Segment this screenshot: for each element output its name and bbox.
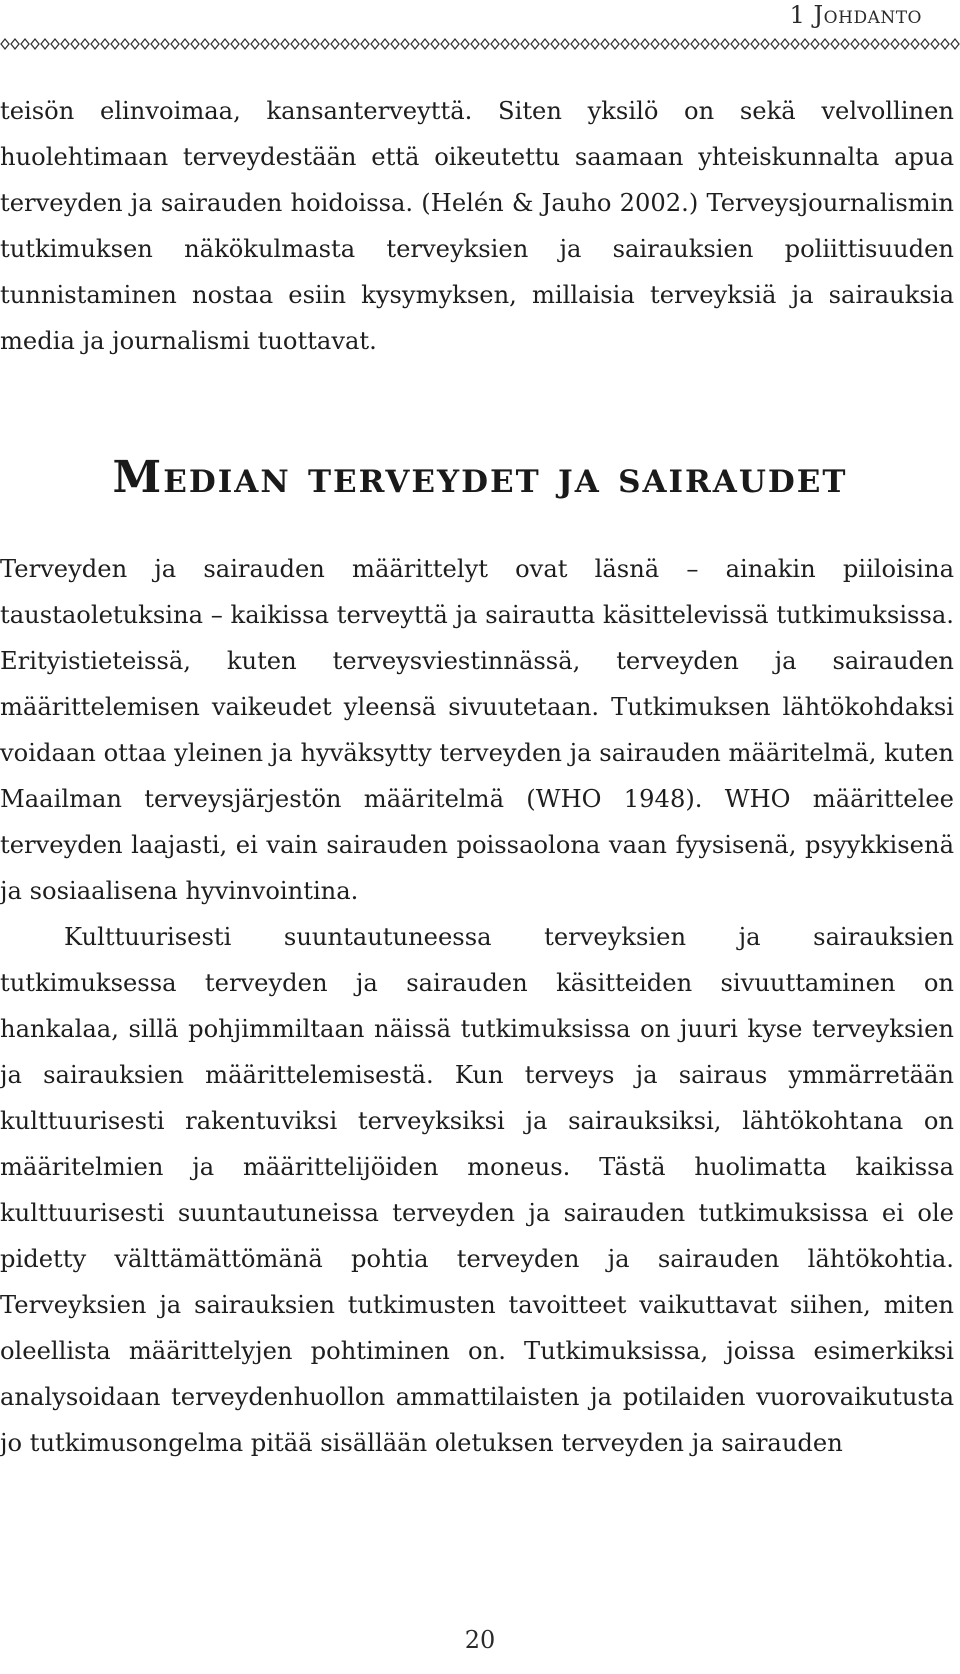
header-ornament-rule <box>0 30 960 58</box>
intro-paragraph <box>0 88 954 364</box>
section-paragraph-1: Terveyden ja sairauden määrittelyt ovat läsnä – ainakin piiloisina taustaoletuksina – kaikissa terveyttä ja sairautta käsittelevissä tutkimuksissa. Erityistieteissä, kuten terveysviestinnässä, terveyden ja sairauden määrittelemisen vaikeudet yleensä sivuutetaan. Tutkimuksen lähtökohdaksi voidaan ottaa yleinen ja hyväksytty terveyden ja sairauden määritelmä, kuten Maailman terveysjärjestön määritelmä (WHO 1948). WHO määrittelee terveyden laajasti, ei vain sairauden poissaolona vaan fyysisenä, psyykkisenä ja sosiaalisena hyvinvointina. <box>0 555 954 905</box>
intro-paragraph-text: teisön elinvoimaa, kansanterveyttä. Siten yksilö on sekä velvollinen huolehtimaan terveydestään että oikeutettu saamaan yhteiskunnalta apua terveyden ja sairauden hoidoissa. (Helén & Jauho 2002.) Terveysjournalismin tutkimuksen näkökulmasta terveyksien ja sairauksien poliittisuuden tunnistaminen nostaa esiin kysymyksen, millaisia terveyksiä ja sairauksia media ja journalismi tuottavat. <box>0 97 954 355</box>
section-paragraph-2: Kulttuurisesti suuntautuneessa terveyksien ja sairauksien tutkimuksessa terveyden ja sairauden käsitteiden sivuuttaminen on hankalaa, sillä pohjimmiltaan näissä tutkimuksissa on juuri kyse terveyksien ja sairauksien määrittelemisestä. Kun terveys ja sairaus ymmärretään kulttuurisesti rakentuviksi terveyksiksi ja sairauksiksi, lähtökohtana on määritelmien ja määrittelijöiden moneus. Tästä huolimatta kaikissa kulttuurisesti suuntautuneissa terveyden ja sairauden tutkimuksissa ei ole pidetty välttämättömänä pohtia terveyden ja sairauden lähtökohtia. Terveyksien ja sairauksien tutkimusten tavoitteet vaikuttavat siihen, miten oleellista määrittelyjen pohtiminen on. Tutkimuksissa, joissa esimerkiksi analysoidaan terveydenhuollon ammattilaisten ja potilaiden vuorovaikutusta jo tutkimusongelma pitää sisällään oletuksen terveyden ja sairauden <box>0 923 954 1457</box>
running-head-title: 1 Johdanto <box>789 1 922 29</box>
page-number: 20 <box>464 1626 496 1654</box>
section-heading: Median terveydet ja sairaudet <box>112 452 848 503</box>
section-body <box>0 546 954 1466</box>
